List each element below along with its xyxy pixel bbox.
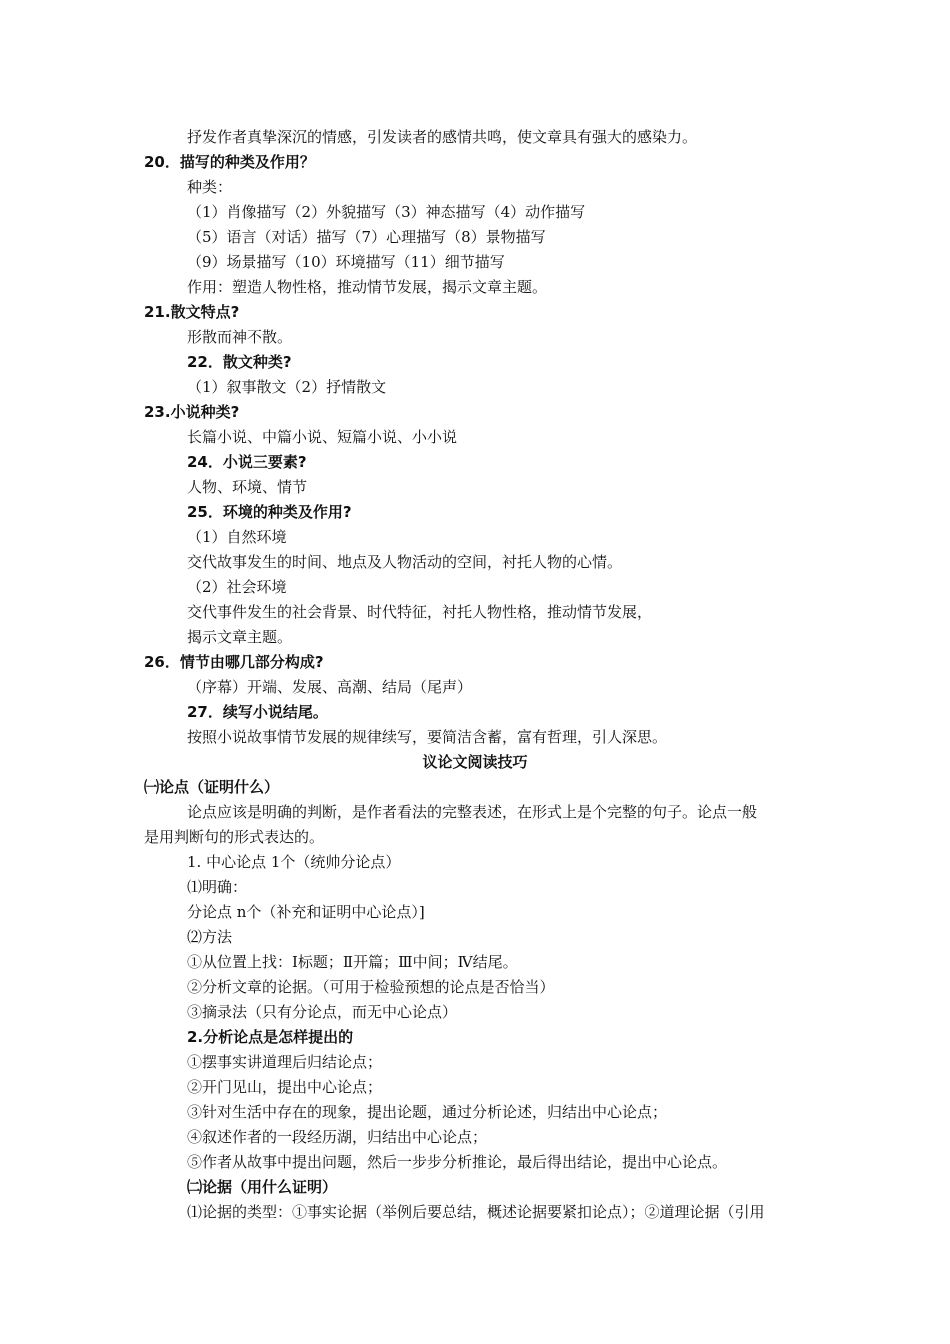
heading-22: 22．散文种类? [187, 353, 292, 371]
text-line: ⑴明确： [187, 878, 248, 896]
text-line: （序幕）开端、发展、高潮、结局（尾声） [187, 678, 473, 696]
text-line: ③摘录法（只有分论点，而无中心论点） [187, 1003, 458, 1021]
text-line: ②分析文章的论据。（可用于检验预想的论点是否恰当） [187, 978, 555, 996]
text-line: 按照小说故事情节发展的规律续写，要简洁含蓄，富有哲理，引人深思。 [187, 728, 668, 746]
text-line: ①从位置上找：Ⅰ标题；Ⅱ开篇；Ⅲ中间；Ⅳ结尾。 [187, 953, 518, 971]
text-line: ⑤作者从故事中提出问题，然后一步步分析推论，最后得出结论，提出中心论点。 [187, 1153, 728, 1171]
text-line: 分论点 n个（补充和证明中心论点）] [187, 903, 425, 921]
heading-argument: ㈠论点（证明什么） [144, 778, 280, 796]
text-line: ⑴论据的类型：①事实论据（举例后要总结，概述论据要紧扣论点）；②道理论据（引用 [187, 1203, 765, 1221]
text-line: （1）叙事散文（2）抒情散文 [187, 378, 387, 396]
text-line: ⑵方法 [187, 928, 233, 946]
heading-21: 21.散文特点? [144, 303, 240, 321]
text-line: 论点应该是明确的判断，是作者看法的完整表述，在形式上是个完整的句子。论点一般 [187, 803, 758, 821]
text-line: 揭示文章主题。 [187, 628, 293, 646]
text-line: （1）自然环境 [187, 528, 287, 546]
text-line: ①摆事实讲道理后归结论点； [187, 1053, 383, 1071]
text-line: 种类： [187, 178, 233, 196]
heading-evidence: ㈡论据（用什么证明） [187, 1178, 338, 1196]
text-line: （1）肖像描写（2）外貌描写（3）神态描写（4）动作描写 [187, 203, 586, 221]
text-line: 1. 中心论点 1个（统帅分论点） [187, 853, 401, 871]
text-line: ④叙述作者的一段经历湖，归结出中心论点； [187, 1128, 488, 1146]
text-line: ②开门见山，提出中心论点； [187, 1078, 383, 1096]
text-line: （5）语言（对话）描写（7）心理描写（8）景物描写 [187, 228, 546, 246]
heading-26: 26．情节由哪几部分构成? [144, 653, 324, 671]
text-line: （9）场景描写（10）环境描写（11）细节描写 [187, 253, 505, 271]
heading-25: 25．环境的种类及作用? [187, 503, 352, 521]
text-line: 长篇小说、中篇小说、短篇小说、小小说 [187, 428, 458, 446]
text-line: 交代事件发生的社会背景、时代特征，衬托人物性格，推动情节发展， [187, 603, 653, 621]
text-line: 交代故事发生的时间、地点及人物活动的空间，衬托人物的心情。 [187, 553, 623, 571]
text-line: 作用：塑造人物性格，推动情节发展，揭示文章主题。 [187, 278, 548, 296]
heading-24: 24．小说三要素? [187, 453, 307, 471]
text-line: ③针对生活中存在的现象，提出论题，通过分析论述，归结出中心论点； [187, 1103, 668, 1121]
text-line: 人物、环境、情节 [187, 478, 308, 496]
text-line: 是用判断句的形式表达的。 [144, 828, 325, 846]
heading-proposal: 2.分析论点是怎样提出的 [187, 1028, 354, 1046]
heading-20: 20．描写的种类及作用？ [144, 153, 315, 171]
heading-23: 23.小说种类? [144, 403, 240, 421]
heading-27: 27．续写小说结尾。 [187, 703, 328, 721]
text-line: （2）社会环境 [187, 578, 287, 596]
text-line: 形散而神不散。 [187, 328, 293, 346]
section-title: 议论文阅读技巧 [422, 753, 528, 771]
text-line: 抒发作者真挚深沉的情感，引发读者的感情共鸣，使文章具有强大的感染力。 [187, 128, 698, 146]
